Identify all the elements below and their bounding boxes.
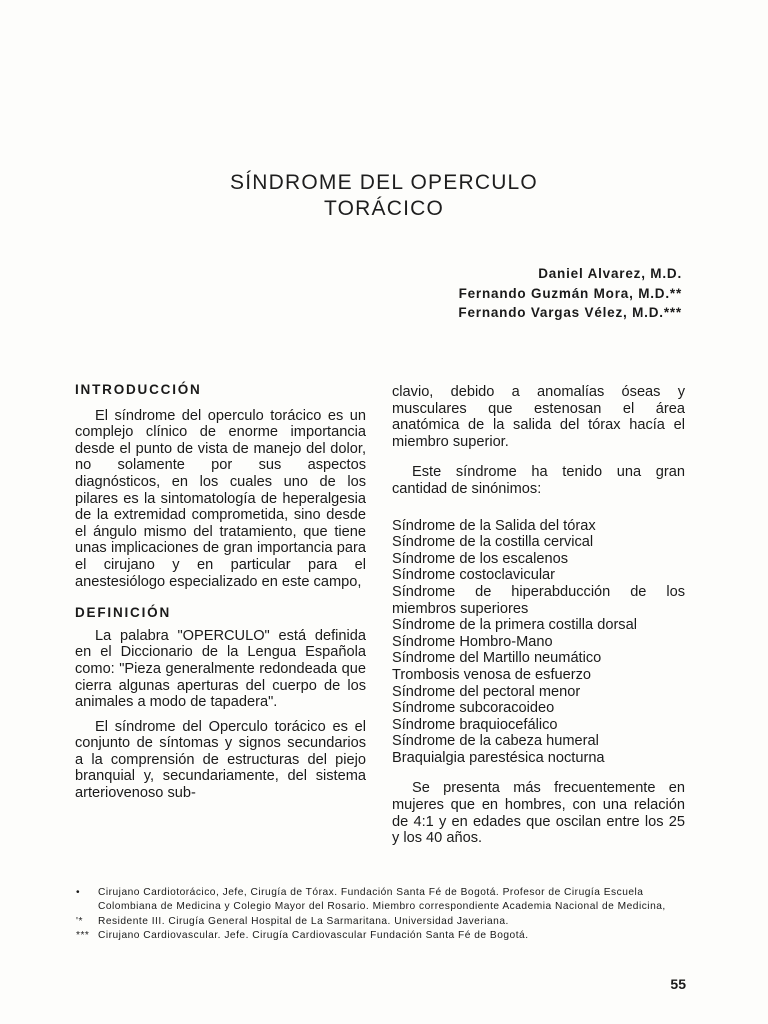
footnotes	[76, 886, 688, 944]
right-column	[392, 384, 685, 847]
left-column	[75, 382, 366, 802]
synonym-item: Síndrome subcoracoideo	[392, 700, 555, 717]
footnote-1-marker: •	[76, 887, 81, 898]
title-line-1: SÍNDROME DEL OPERCULO	[230, 171, 538, 194]
synonyms-intro-paragraph: Este síndrome ha tenido una gran cantidad de sinónimos:	[392, 464, 685, 497]
introduction-heading: INTRODUCCIÓN	[75, 382, 202, 397]
synonym-item: Síndrome del pectoral menor	[392, 683, 581, 700]
synonym-list	[392, 518, 685, 767]
title-line-2: TORÁCICO	[323, 197, 445, 220]
synonym-item: Trombosis venosa de esfuerzo	[392, 666, 592, 683]
author-1: Daniel Alvarez, M.D.	[538, 266, 682, 281]
footnote-2-marker: '*	[76, 915, 83, 927]
definition-heading: DEFINICIÓN	[75, 605, 172, 621]
definition-paragraph-2: El síndrome del Operculo torácico es el conjunto de síntomas y signos secundarios a la comprensión de estructuras del piejo branquial y, secundariamente, del sistema arteriovenoso sub-	[75, 718, 366, 802]
synonym-item: Síndrome de hiperabducción de los miembros superiores	[392, 583, 685, 617]
continuation-paragraph: clavio, debido a anomalías óseas y musculares que estenosan el área anatómica de la salida del tórax hacía el miembro superior.	[392, 384, 685, 450]
synonym-item: Síndrome Hombro-Mano	[392, 633, 553, 650]
footnote-1-text: Cirujano Cardiotorácico, Jefe, Cirugía de Tórax. Fundación Santa Fé de Bogotá. Profesor de Cirugía Escuela Colombiana de Medicina y Colegio Mayor del Rosario. Miembro correspondiente Academia Nacional de Medicina,	[98, 887, 666, 913]
definition-paragraph-1: La palabra "OPERCULO" está definida en el Diccionario de la Lengua Española como: "Pieza generalmente redondeada que cierra algunas aperturas del cuerpo de los animales a modo de tapadera".	[75, 627, 366, 711]
synonym-item: Síndrome de la costilla cervical	[392, 534, 594, 551]
author-list	[458, 264, 682, 323]
synonym-item: Síndrome de la Salida del tórax	[392, 517, 596, 534]
closing-paragraph: Se presenta más frecuentemente en mujeres que en hombres, con una relación de 4:1 y en edades que oscilan entre los 25 y los 40 años.	[392, 780, 685, 847]
author-3: Fernando Vargas Vélez, M.D.***	[458, 305, 682, 320]
synonym-item: Síndrome costoclavicular	[392, 567, 556, 584]
page-number: 55	[670, 976, 686, 992]
synonym-item: Síndrome del Martillo neumático	[392, 650, 602, 667]
synonym-item: Braquialgia parestésica nocturna	[392, 749, 605, 766]
footnote-2	[76, 915, 688, 929]
synonym-item: Síndrome braquiocefálico	[392, 716, 558, 733]
footnote-3-marker: ***	[76, 930, 90, 942]
footnote-3	[76, 929, 688, 943]
footnote-3-text: Cirujano Cardiovascular. Jefe. Cirugía Cardiovascular Fundación Santa Fé de Bogotá.	[98, 930, 529, 942]
introduction-paragraph: El síndrome del operculo torácico es un complejo clínico de enorme importancia desde el punto de vista de manejo del dolor, no solamente por sus aspectos diagnósticos, en los cuales uno de los pilares es la sintomatología de heperalgesia de la extremidad comprometida, sino desde el ángulo mismo del tratamiento, que tiene unas implicaciones de gran importancia para el cirujano y en particular para el anestesiólogo especializado en este campo,	[75, 407, 366, 590]
footnote-1	[76, 886, 688, 915]
synonym-item: Síndrome de la cabeza humeral	[392, 733, 599, 750]
author-2: Fernando Guzmán Mora, M.D.**	[458, 285, 682, 301]
synonym-item: Síndrome de la primera costilla dorsal	[392, 617, 637, 634]
synonym-item: Síndrome de los escalenos	[392, 550, 569, 567]
footnote-2-text: Residente III. Cirugía General Hospital de La Sarmaritana. Universidad Javeriana.	[98, 915, 509, 927]
article-title	[0, 170, 768, 222]
